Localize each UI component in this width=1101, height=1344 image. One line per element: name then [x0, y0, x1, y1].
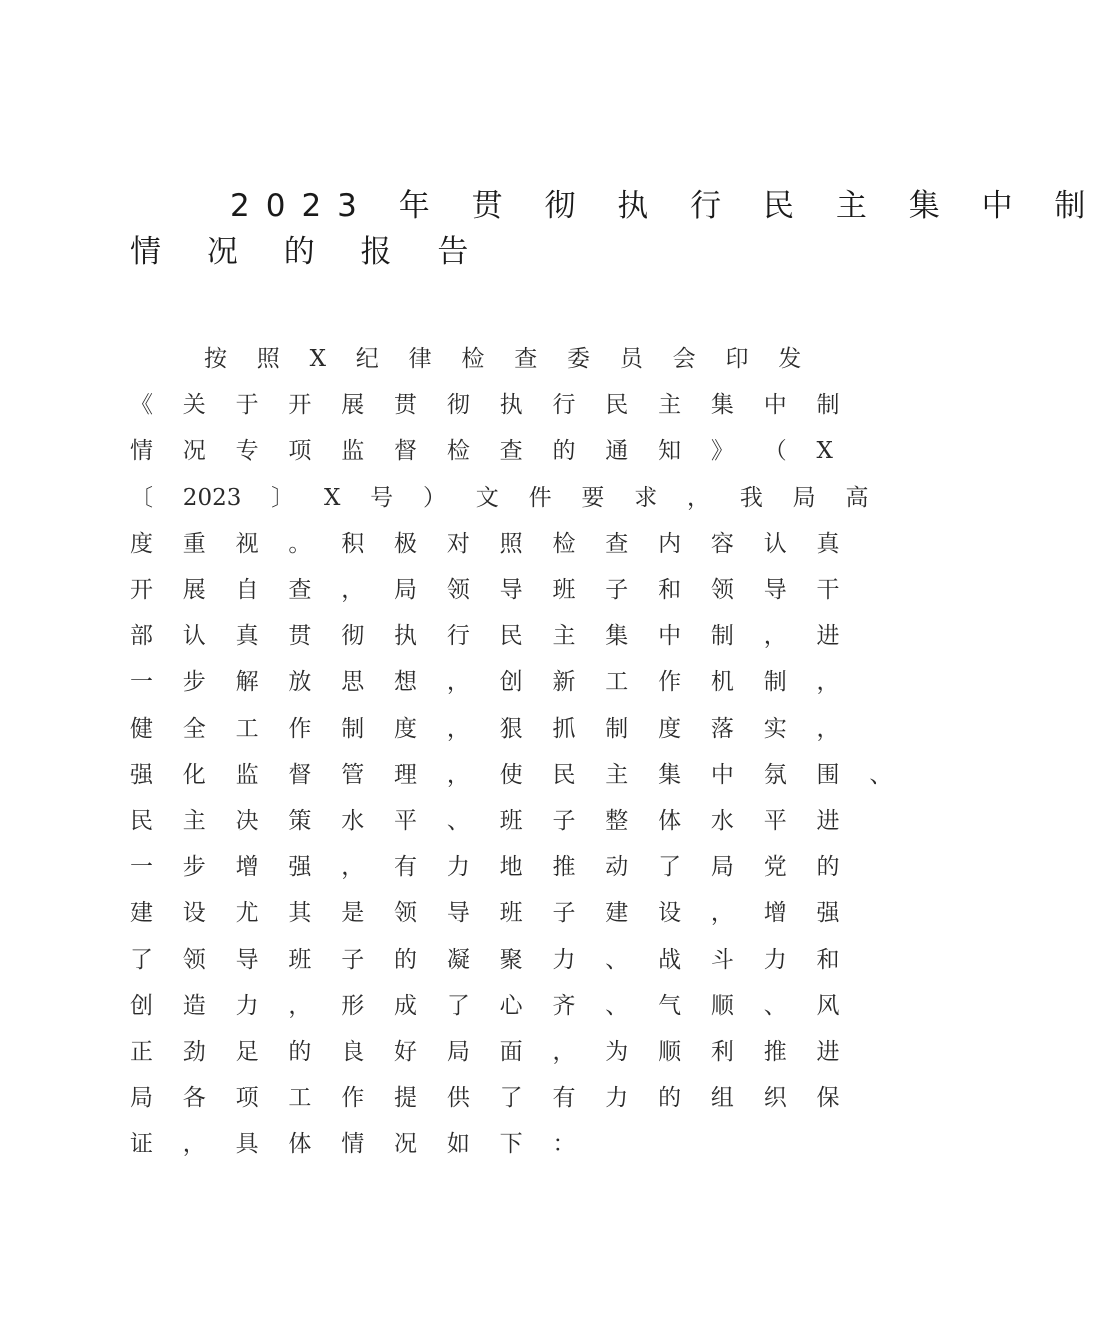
body-line: 健 全 工 作 制 度 ， 狠 抓 制 度 落 实 ， — [130, 715, 840, 742]
body-line: 《 关 于 开 展 贯 彻 执 行 民 主 集 中 制 — [130, 392, 840, 419]
body-line: 部 认 真 贯 彻 执 行 民 主 集 中 制 ， 进 — [130, 623, 840, 650]
body-line: 开 展 自 查 ， 局 领 导 班 子 和 领 导 干 — [130, 577, 840, 604]
title-line: 2023 年 贯 彻 执 行 民 主 集 中 制 — [230, 188, 1101, 224]
body-line: 强 化 监 督 管 理 ， 使 民 主 集 中 氛 围 、 — [130, 761, 893, 788]
body-line: 建 设 尤 其 是 领 导 班 子 建 设 ， 增 强 — [130, 900, 840, 927]
body-line: 证 ， 具 体 情 况 如 下 ： — [130, 1131, 576, 1158]
body-line: 度 重 视 。 积 极 对 照 检 查 内 容 认 真 — [130, 530, 840, 557]
body-line: 了 领 导 班 子 的 凝 聚 力 、 战 斗 力 和 — [130, 946, 840, 973]
body-line: 〔 2023 〕 X 号 ） 文 件 要 求 ， 我 局 高 — [130, 484, 869, 511]
body-line: 按 照 X 纪 律 检 查 委 员 会 印 发 — [204, 346, 802, 372]
body-line: 情 况 专 项 监 督 检 查 的 通 知 》 （ X — [130, 438, 833, 465]
body-line: 创 造 力 ， 形 成 了 心 齐 、 气 顺 、 风 — [130, 992, 840, 1019]
document-body — [130, 336, 893, 1168]
title-line: 情 况 的 报 告 — [130, 234, 487, 270]
body-line: 一 步 增 强 ， 有 力 地 推 动 了 局 党 的 — [130, 854, 840, 881]
body-line: 一 步 解 放 思 想 ， 创 新 工 作 机 制 ， — [130, 669, 840, 696]
body-line: 正 劲 足 的 良 好 局 面 ， 为 顺 利 推 进 — [130, 1039, 840, 1066]
body-line: 局 各 项 工 作 提 供 了 有 力 的 组 织 保 — [130, 1085, 840, 1112]
document-title — [130, 183, 1101, 275]
body-line: 民 主 决 策 水 平 、 班 子 整 体 水 平 进 — [130, 808, 840, 835]
